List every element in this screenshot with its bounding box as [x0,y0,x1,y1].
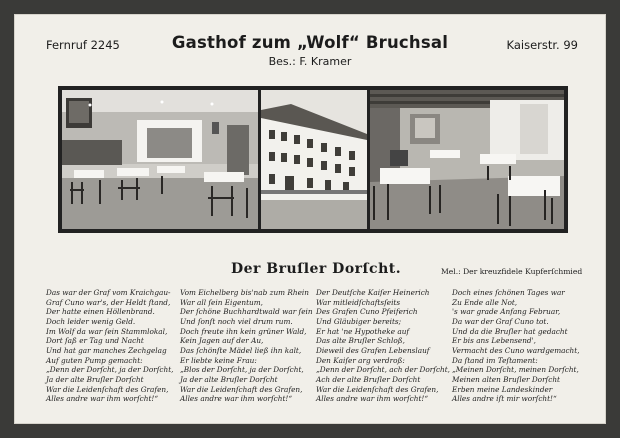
verse-line: Er hat 'ne Hypotheke auf [316,326,410,336]
verse-line: Er liebte keine Frau: [180,355,257,365]
verse-line: Da ſtand im Teſtament: [452,355,538,365]
verse-line: War all ſein Eigentum, [180,297,263,307]
verse-line: Der ſchöne Buchhardtwald war ſein [180,307,313,317]
verse-line: War die Leidenſchaft des Grafen, [46,384,169,394]
verse-line: Das war der Graf vom Kraichgau- [46,288,171,297]
verse-line: Zu Ende alle Not, [452,297,518,307]
verse-line: Ach der alte Bruſler Dorſcht [316,374,421,384]
verse-2 [180,288,313,404]
verse-line: Den Kaiſer arg verdroß: [316,355,405,365]
street-address: Kaiserstr. 99 [506,38,578,52]
phone-number: Fernruf 2245 [46,38,120,52]
verse-line: War mitleidſchaftsſeits [316,297,401,307]
melody-note: Mel.: Der kreuzfidele Kupferſchmied [441,267,583,276]
verse-line: Das alte Bruſler Schloß, [316,336,405,346]
verse-line: Vom Eichelberg bis'nab zum Rhein [180,288,309,297]
page-title: Gasthof zum „Wolf“ Bruchsal [171,33,449,52]
verse-line: Alles andre war ihm worſcht!“ [46,394,159,404]
photo-dining-hall [62,90,258,229]
verse-line: Auf guten Pump gemacht: [46,355,143,365]
verse-3 [316,288,450,404]
verse-line: Der Deutſche Kaiſer Heinerich [316,288,430,297]
verse-line: Des Grafen Cuno Pfeiferich [316,307,418,317]
verse-line: „Meinen Dorſcht, meinen Dorſcht, [452,365,579,375]
verse-line: Das ſchönſte Mädel ließ ihn kalt, [180,345,302,355]
photo-building [261,90,367,229]
song-title: Der Bruſler Dorſcht. [231,261,402,277]
verse-line: Ja der alte Bruſler Dorſcht [180,374,278,384]
verse-line: Dort ſaß er Tag und Nacht [46,336,144,346]
verse-line: Kein Jagen auf der Au, [180,336,264,346]
verse-1 [46,288,173,404]
postcard [14,14,606,424]
owner-line: Bes.: F. Kramer [268,55,352,68]
verse-line: Doch eines ſchönen Tages war [452,288,565,297]
verse-line: Vermacht des Cuno wardgemacht, [452,345,580,355]
photo-restaurant-room [370,90,564,229]
verse-line: Doch leider wenig Geld. [46,316,136,326]
verse-line: Und hat gar manches Zechgelag [46,345,167,355]
verse-line: Alles andre iſt mir worſcht!“ [452,394,557,404]
verse-line: Der hatte einen Höllenbrand. [46,307,155,317]
verse-line: „Denn der Dorſcht, ach der Dorſcht, [316,365,450,375]
verse-line: Meinen alten Bruſler Dorſcht [452,374,560,384]
photo-strip [58,86,568,233]
verse-line: Er bis ans Lebensend', [452,336,536,346]
verse-line: War die Leidenſchaft des Grafen, [316,384,439,394]
verse-line: „Denn der Dorſcht, ja der Dorſcht, [46,365,174,375]
verse-line: Ja der alte Bruſler Dorſcht [46,374,144,384]
verse-line: Alles andre war ihm worſcht!“ [180,394,293,404]
verse-line: Graf Cuno war's, der Heldt ſtand, [46,297,171,307]
verse-line: War die Leidenſchaft des Grafen, [180,384,303,394]
verse-line: Und ſonſt noch viel drum rum. [180,316,293,326]
verse-line: Und da die Bruſler hat gedacht [452,326,568,336]
verse-line: Da war der Graf Cuno tot. [452,316,549,326]
verse-line: Und Gläubiger bereits; [316,316,402,326]
verse-line: Doch freute ihn kein grüner Wald, [180,326,307,336]
verse-line: „Blos der Dorſcht, ja der Dorſcht, [180,365,304,375]
verse-line: Im Wolf da war ſein Stammlokal, [46,326,168,336]
verse-line: Erben meine Landeskinder [452,384,553,394]
verse-4 [452,288,580,404]
verse-line: Dieweil des Grafen Lebenslauf [316,345,430,355]
verse-line: 's war grade Anfang Februar, [452,307,561,317]
verse-line: Alles andre war ihm worſcht!“ [316,394,429,404]
